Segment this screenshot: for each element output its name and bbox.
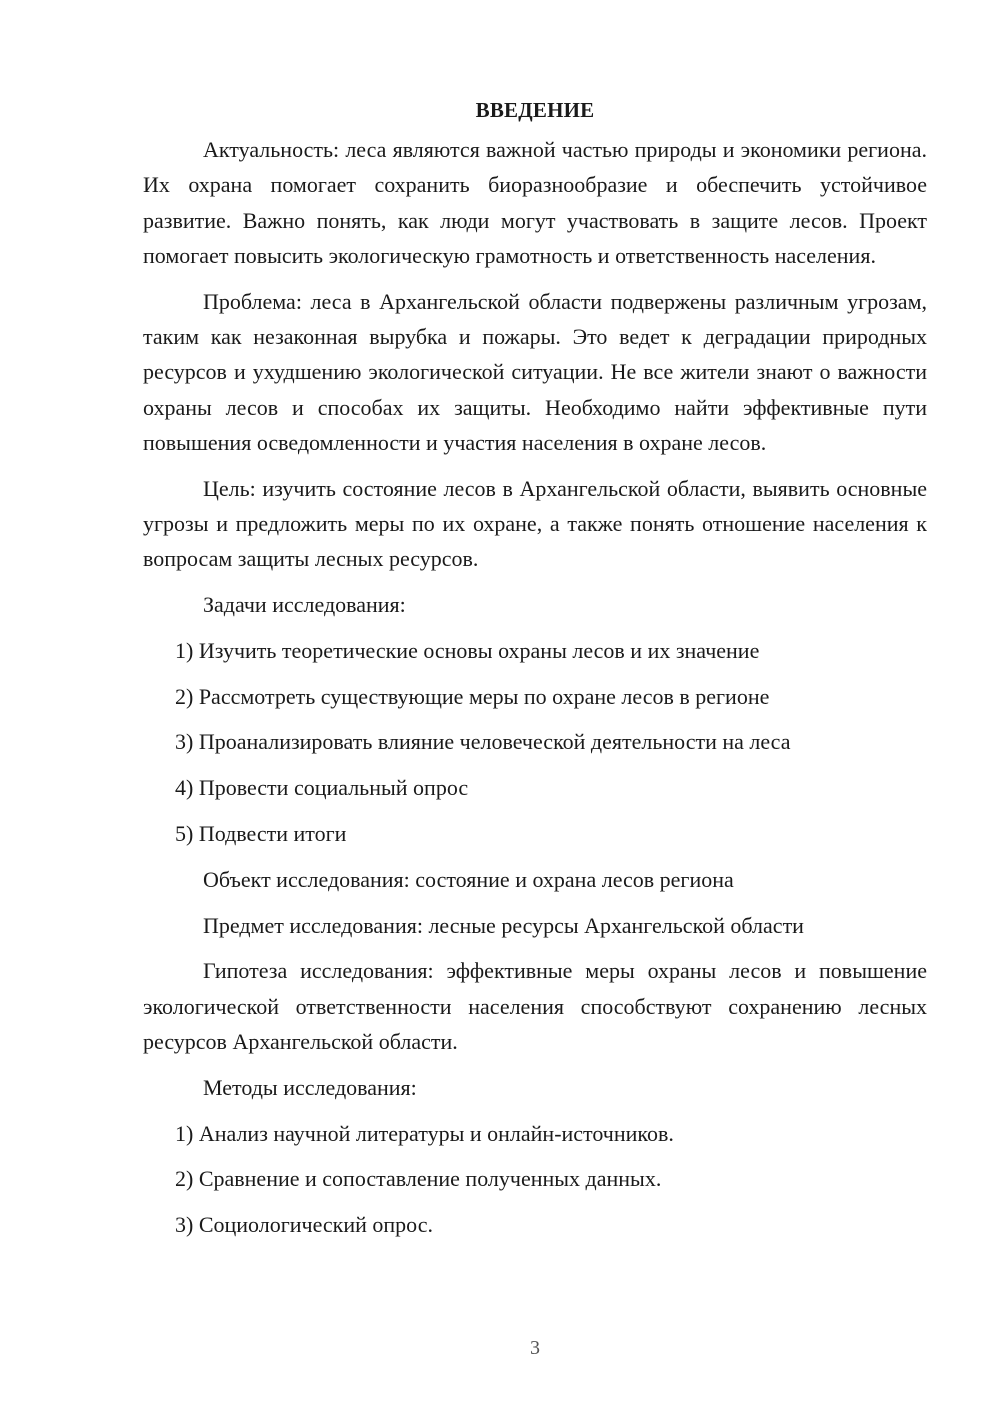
research-subject: Предмет исследования: лесные ресурсы Архангельской области — [203, 912, 804, 938]
task-item: 3) Проанализировать влияние человеческой деятельности на леса — [175, 729, 791, 755]
task-item: 5) Подвести итоги — [175, 821, 347, 847]
problem-paragraph: Проблема: леса в Архангельской области подвержены различным угрозам, таким как незаконная вырубка и пожары. Это ведет к деградации природных ресурсов и ухудшению экологической ситуации. Не все жители знают о важности охраны лесов и способах их защиты. Необходимо найти эффективные пути повышения осведомленности и участия населения в охране лесов. — [143, 288, 927, 455]
research-object: Объект исследования: состояние и охрана лесов региона — [203, 866, 734, 892]
page-title: ВВЕДЕНИЕ — [475, 98, 595, 122]
tasks-heading: Задачи исследования: — [203, 592, 406, 618]
method-item: 1) Анализ научной литературы и онлайн-источников. — [175, 1120, 674, 1146]
task-item: 1) Изучить теоретические основы охраны лесов и их значение — [175, 637, 760, 663]
method-item: 2) Сравнение и сопоставление полученных данных. — [175, 1166, 662, 1192]
methods-heading: Методы исследования: — [203, 1074, 417, 1100]
page-number: 3 — [530, 1337, 540, 1359]
hypothesis-paragraph: Гипотеза исследования: эффективные меры охраны лесов и повышение экологической ответственности населения способствуют сохранению лесных ресурсов Архангельской области. — [143, 958, 927, 1055]
task-item: 2) Рассмотреть существующие меры по охране лесов в регионе — [175, 683, 770, 709]
method-item: 3) Социологический опрос. — [175, 1212, 433, 1238]
goal-paragraph: Цель: изучить состояние лесов в Архангельской области, выявить основные угрозы и предложить меры по их охране, а также понять отношение населения к вопросам защиты лесных ресурсов. — [143, 475, 927, 572]
relevance-paragraph: Актуальность: леса являются важной частью природы и экономики региона. Их охрана помогает сохранить биоразнообразие и обеспечить устойчивое развитие. Важно понять, как люди могут участвовать в защите лесов. Проект помогает повысить экологическую грамотность и ответственность населения. — [143, 137, 927, 268]
task-item: 4) Провести социальный опрос — [175, 775, 469, 801]
